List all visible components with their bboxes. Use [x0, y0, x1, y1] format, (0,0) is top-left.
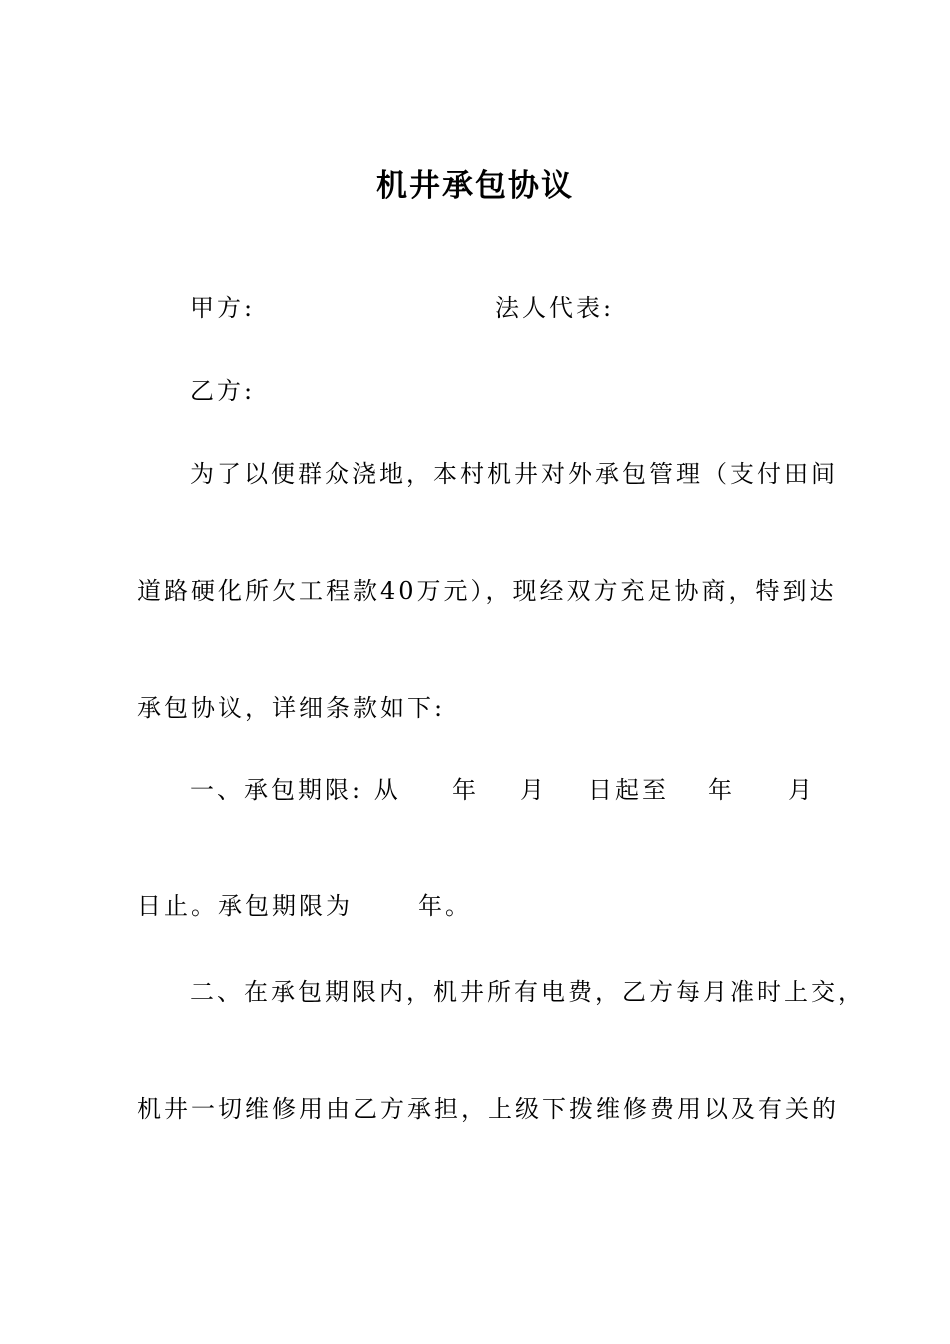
- clause-2-line-2: 机井一切维修用由乙方承担，上级下拨维修费用以及有关的: [137, 1095, 839, 1123]
- clause-1-line-2-end: 年。: [418, 892, 472, 920]
- party-b-label: 乙方:: [190, 377, 256, 405]
- clause-1-day-from: 日起至: [588, 776, 669, 804]
- clause-2-line-1: 二、在承包期限内，机井所有电费，乙方每月准时上交，: [190, 978, 865, 1006]
- intro-line-3: 承包协议，详细条款如下:: [137, 694, 446, 722]
- clause-1-line-2-start: 日止。承包期限为: [137, 892, 353, 920]
- clause-1-month-to: 月: [788, 776, 815, 804]
- legal-representative-label: 法人代表:: [495, 294, 615, 322]
- clause-1-prefix: 一、承包期限: 从: [190, 776, 401, 804]
- document-title: 机井承包协议: [376, 168, 574, 204]
- clause-1-month-from: 月: [520, 776, 547, 804]
- party-a-label: 甲方:: [190, 294, 256, 322]
- intro-line-1: 为了以便群众浇地，本村机井对外承包管理（支付田间: [190, 460, 838, 488]
- intro-line-2: 道路硬化所欠工程款40万元），现经双方充足协商，特到达: [137, 577, 837, 605]
- clause-1-year-from: 年: [452, 776, 479, 804]
- clause-1-year-to: 年: [708, 776, 735, 804]
